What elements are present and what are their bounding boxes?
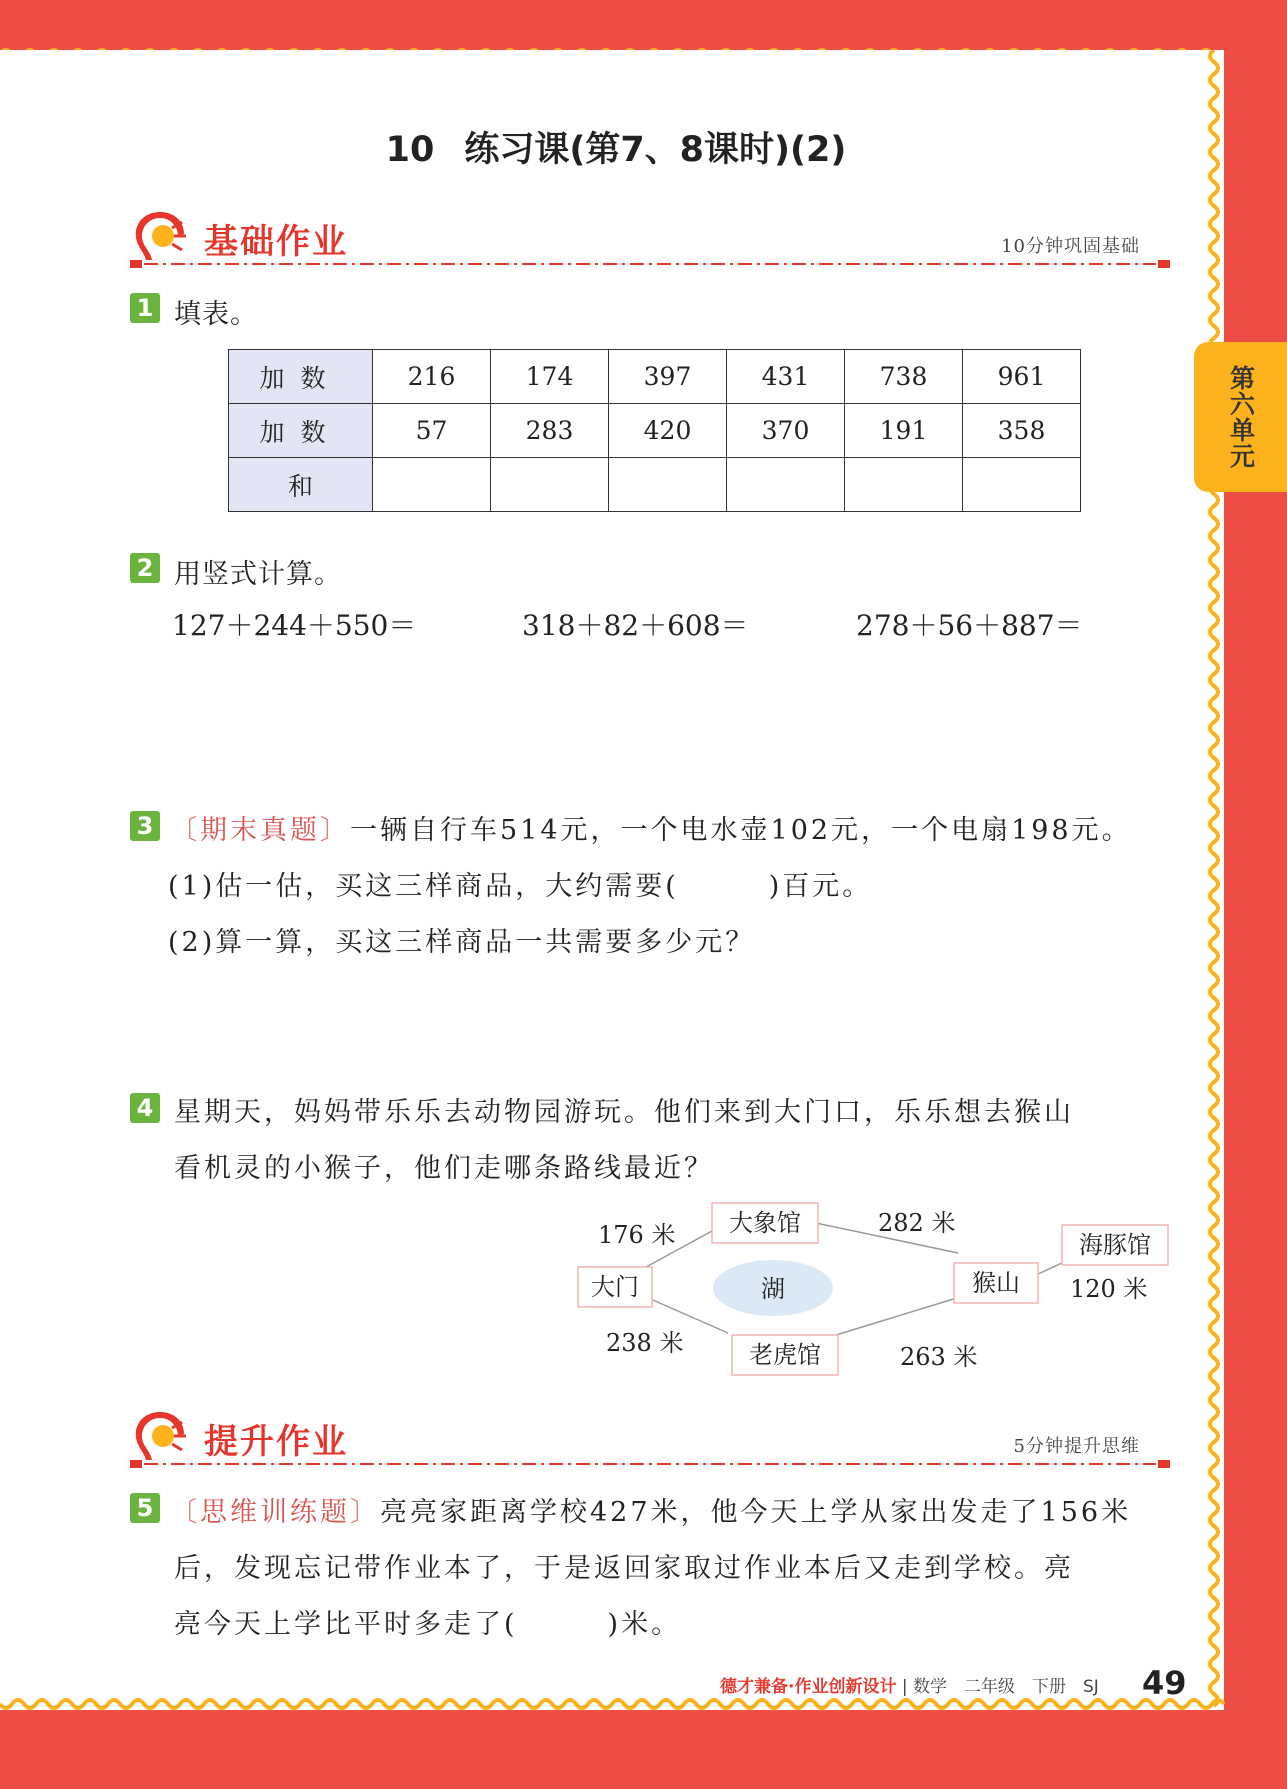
question-5-line-3: 亮今天上学比平时多走了( )米。 (174, 1609, 682, 1640)
page-title (0, 122, 1232, 172)
unit-tab-label: 第六单元 (1226, 365, 1256, 469)
node-gate: 大门 (591, 1273, 639, 1301)
question-5-line-2: 后，发现忘记带作业本了，于是返回家取过作业本后又走到学校。亮 (174, 1553, 1074, 1584)
answer-cell[interactable] (609, 458, 727, 512)
table-cell: 358 (963, 404, 1081, 458)
expression-3: 278＋56＋887＝ (856, 609, 1083, 642)
table-cell: 431 (727, 350, 845, 404)
answer-cell[interactable] (963, 458, 1081, 512)
section-basic-rule (130, 258, 1170, 270)
table-cell: 216 (373, 350, 491, 404)
question-3-part-2: (2)算一算，买这三样商品一共需要多少元？ (168, 927, 756, 958)
footer-brand: 德才兼备·作业创新设计 (720, 1677, 897, 1697)
question-2-number: 2 (130, 553, 160, 583)
unit-tab (1194, 342, 1287, 492)
section-basic-title: 基础作业 (204, 222, 348, 262)
section-advanced-header (130, 1408, 1170, 1468)
table-cell: 397 (609, 350, 727, 404)
page-number: 49 (1142, 1664, 1187, 1702)
distance-monkey-dolphin: 120 米 (1070, 1275, 1148, 1303)
section-advanced-title: 提升作业 (204, 1422, 348, 1462)
question-4-number: 4 (130, 1093, 160, 1123)
table-row (229, 458, 1081, 512)
lightbulb-emblem-icon (130, 1408, 190, 1464)
row-header: 和 (229, 458, 373, 512)
table-row (229, 404, 1081, 458)
question-1-text: 填表。 (174, 299, 258, 330)
question-1-number: 1 (130, 293, 160, 323)
distance-tiger-monkey: 263 米 (900, 1343, 978, 1371)
question-5-text (170, 1490, 1131, 1529)
path-tiger-monkey (836, 1297, 960, 1335)
row-header: 加数 (229, 350, 373, 404)
footer-info: 数学 二年级 下册 SJ (913, 1677, 1099, 1697)
node-dolphin: 海豚馆 (1079, 1231, 1151, 1259)
question-3-body: 一辆自行车514元，一个电水壶102元，一个电扇198元。 (350, 815, 1132, 846)
table-cell: 370 (727, 404, 845, 458)
table-cell: 283 (491, 404, 609, 458)
table-cell: 420 (609, 404, 727, 458)
answer-cell[interactable] (727, 458, 845, 512)
footer: 德才兼备·作业创新设计 | 数学 二年级 下册 SJ (720, 1677, 1099, 1697)
lightbulb-emblem-icon (130, 208, 190, 264)
node-elephant: 大象馆 (729, 1209, 801, 1237)
section-advanced-rule (130, 1458, 1170, 1470)
question-3-text (170, 808, 1132, 847)
table-cell: 57 (373, 404, 491, 458)
answer-cell[interactable] (845, 458, 963, 512)
question-3-part-1: (1)估一估，买这三样商品，大约需要( )百元。 (168, 871, 873, 902)
expression-1: 127＋244＋550＝ (172, 609, 417, 642)
path-monkey-dolphin (1036, 1263, 1062, 1275)
answer-cell[interactable] (373, 458, 491, 512)
table-cell: 191 (845, 404, 963, 458)
addition-table (228, 349, 1081, 512)
distance-gate-tiger: 238 米 (606, 1329, 684, 1357)
question-3-number: 3 (130, 811, 160, 841)
table-row (229, 350, 1081, 404)
row-header: 加数 (229, 404, 373, 458)
question-5-line-1: 亮亮家距离学校427米，他今天上学从家出发走了156米 (380, 1497, 1132, 1528)
table-cell: 961 (963, 350, 1081, 404)
question-3-tag: 〔期末真题〕 (170, 815, 350, 846)
question-5-tag: 〔思维训练题〕 (170, 1497, 380, 1528)
section-basic-note: 10分钟巩固基础 (1001, 236, 1140, 257)
node-monkey: 猴山 (972, 1269, 1020, 1297)
zoo-route-map (570, 1195, 1170, 1385)
distance-gate-elephant: 176 米 (598, 1221, 676, 1249)
lesson-number: 10 (385, 130, 435, 170)
node-tiger: 老虎馆 (749, 1341, 821, 1369)
table-cell: 174 (491, 350, 609, 404)
answer-cell[interactable] (491, 458, 609, 512)
lesson-title: 练习课(第7、8课时)(2) (464, 130, 847, 170)
section-basic-header (130, 208, 1170, 268)
distance-elephant-monkey: 282 米 (878, 1209, 956, 1237)
question-4-line-1: 星期天，妈妈带乐乐去动物园游玩。他们来到大门口，乐乐想去猴山 (174, 1097, 1074, 1128)
expression-2: 318＋82＋608＝ (522, 609, 749, 642)
question-5-number: 5 (130, 1493, 160, 1523)
path-gate-tiger (646, 1297, 728, 1333)
question-4-line-2: 看机灵的小猴子，他们走哪条路线最近？ (174, 1153, 714, 1184)
question-2-text: 用竖式计算。 (174, 559, 342, 590)
lake-label: 湖 (761, 1275, 785, 1303)
border-wave-right (1206, 50, 1236, 1710)
table-cell: 738 (845, 350, 963, 404)
section-advanced-note: 5分钟提升思维 (1013, 1436, 1140, 1457)
